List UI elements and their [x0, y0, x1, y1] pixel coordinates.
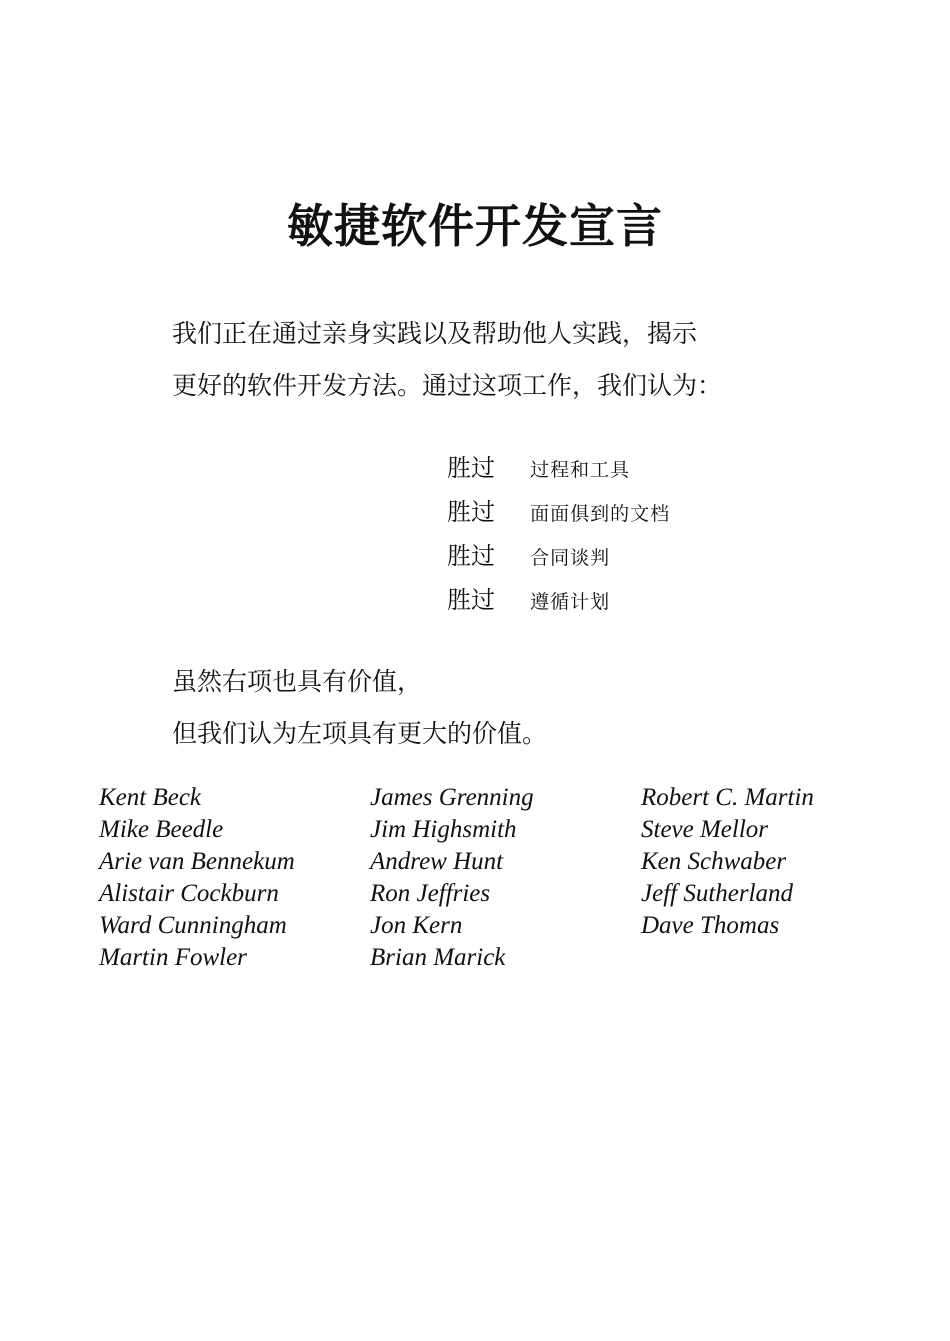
value-over-label: 胜过	[447, 586, 495, 614]
value-item	[447, 446, 670, 490]
value-item	[447, 534, 670, 578]
signatory-column	[370, 782, 641, 974]
signatory-column	[641, 782, 919, 974]
signatory-name: Martin Fowler	[99, 944, 247, 971]
values-list	[447, 446, 670, 622]
conclusion-paragraph	[172, 656, 547, 760]
signatory-name: Steve Mellor	[641, 816, 769, 843]
signatory-name: Andrew Hunt	[370, 848, 504, 875]
value-over-label: 胜过	[447, 498, 495, 526]
value-item-text: 过程和工具	[530, 459, 631, 481]
signatory-name: Kent Beck	[99, 784, 202, 811]
signatory-name: James Grenning	[370, 784, 534, 811]
signatory-column	[99, 782, 370, 974]
value-item-text: 遵循计划	[530, 591, 611, 613]
signatory-name: Jeff Sutherland	[641, 880, 794, 907]
signatory-name: Alistair Cockburn	[99, 880, 279, 907]
value-over-label: 胜过	[447, 542, 495, 570]
signatory-name: Brian Marick	[370, 944, 506, 971]
signatory-name: Ward Cunningham	[99, 912, 287, 939]
intro-line: 我们正在通过亲身实践以及帮助他人实践，揭示	[172, 319, 698, 348]
value-item	[447, 490, 670, 534]
conclusion-line: 但我们认为左项具有更大的价值。	[172, 719, 548, 748]
page-title: 敏捷软件开发宣言	[287, 199, 663, 253]
value-item-text: 合同谈判	[530, 547, 611, 569]
conclusion-line: 虽然右项也具有价值，	[172, 667, 423, 696]
signatory-name: Dave Thomas	[641, 912, 780, 939]
signatory-name: Mike Beedle	[99, 816, 224, 843]
signatory-name: Jim Highsmith	[370, 816, 517, 843]
intro-paragraph	[172, 308, 812, 412]
signatory-name: Arie van Bennekum	[99, 848, 295, 875]
signatory-name: Robert C. Martin	[641, 784, 814, 811]
value-over-label: 胜过	[447, 454, 495, 482]
value-item	[447, 578, 670, 622]
signatory-name: Ron Jeffries	[370, 880, 491, 907]
intro-line: 更好的软件开发方法。通过这项工作，我们认为：	[172, 371, 723, 400]
signatory-name: Jon Kern	[370, 912, 463, 939]
signatory-name: Ken Schwaber	[641, 848, 787, 875]
signatories	[99, 782, 919, 974]
value-item-text: 面面俱到的文档	[530, 503, 671, 525]
